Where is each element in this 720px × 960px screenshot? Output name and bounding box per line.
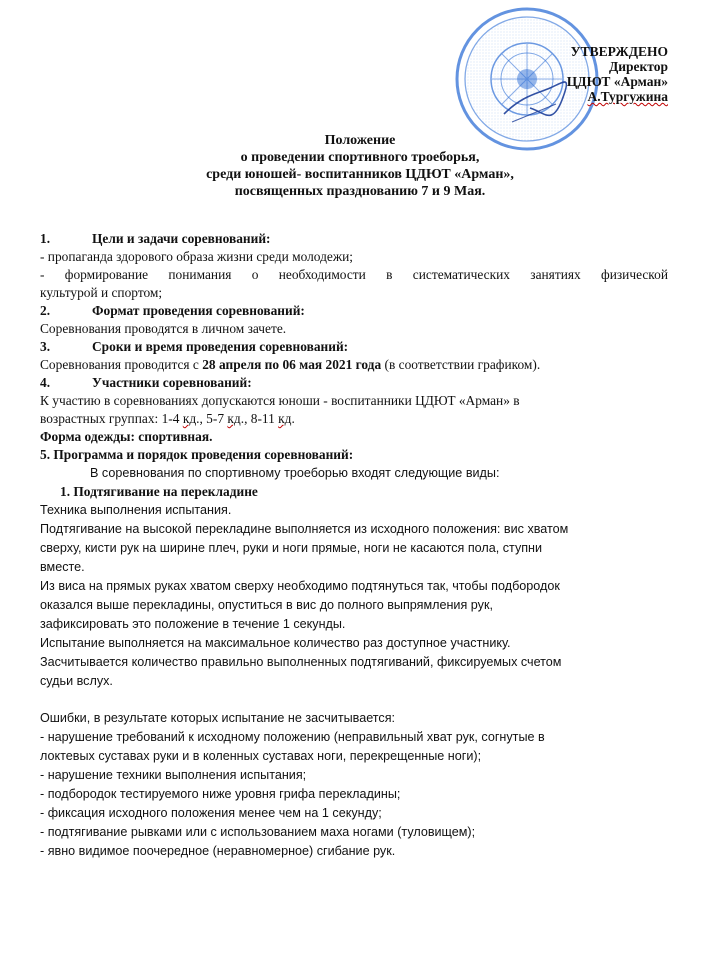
- section-5-intro: В соревнования по спортивному троеборью входят следующие виды:: [90, 466, 500, 480]
- pullups-line-2: Подтягивание на высокой перекладине выполняется из исходного положения: вис хватом: [40, 522, 569, 536]
- section-4-title: Участники соревнований:: [92, 375, 252, 390]
- age-group-unit-3: кд: [278, 411, 292, 426]
- pullups-line-5: Из виса на прямых руках хватом сверху необходимо подтянуться так, чтобы подбородок: [40, 579, 560, 593]
- age-groups-post: .: [291, 411, 295, 426]
- section-3-title: Сроки и время проведения соревнований:: [92, 339, 349, 354]
- pullups-line-10: судьи вслух.: [40, 674, 113, 688]
- pullups-line-7: зафиксировать это положение в течение 1 секунды.: [40, 617, 346, 631]
- title-line-4: посвященных празднованию 7 и 9 Мая.: [234, 184, 486, 199]
- section-4-text-line-1: К участию в соревнованиях допускаются юноши - воспитанники ЦДЮТ «Арман» в: [40, 393, 520, 408]
- title-line-2: о проведении спортивного троеборья,: [240, 150, 480, 165]
- pullups-line-1: Техника выполнения испытания.: [40, 503, 232, 517]
- age-groups-mid-1: ., 5-7: [196, 411, 228, 426]
- pullups-line-4: вместе.: [40, 560, 85, 574]
- pullups-line-6: оказался выше перекладины, опуститься в вис до полного выпрямления рук,: [40, 598, 493, 612]
- section-5-heading: 5. Программа и порядок проведения соревнований:: [40, 447, 354, 462]
- spacer: [40, 691, 668, 709]
- section-4-number: 4.: [40, 375, 51, 390]
- error-1-line-2: локтевых суставах руки и в коленных суставах ноги, перекрещенные ноги);: [40, 749, 482, 763]
- errors-heading: Ошибки, в результате которых испытание не засчитывается:: [40, 711, 396, 725]
- pullups-line-3: сверху, кисти рук на ширине плеч, руки и ноги прямые, ноги не касаются пола, ступни: [40, 541, 543, 555]
- pullups-heading: 1. Подтягивание на перекладине: [60, 484, 258, 499]
- approval-position: Директор: [608, 59, 668, 74]
- goal-item-2-line-2: культурой и спортом;: [40, 285, 163, 300]
- title-line-1: Положение: [324, 133, 396, 148]
- section-3-text-pre: Соревнования проводится с: [40, 357, 203, 372]
- pullups-line-9: Засчитывается количество правильно выполненных подтягиваний, фиксируемых счетом: [40, 655, 562, 669]
- pullups-technique: [40, 501, 668, 861]
- section-3-text: [40, 356, 668, 374]
- goal-item-2-line-1: - формирование понимания о необходимости в систематических занятиях физической: [40, 267, 668, 282]
- age-group-unit-1: кд: [182, 411, 197, 426]
- document-title: [0, 132, 720, 200]
- age-groups-mid-2: ., 8-11: [240, 411, 279, 426]
- error-5: - подтягивание рывками или с использованием маха ногами (туловищем);: [40, 825, 476, 839]
- error-4: - фиксация исходного положения менее чем на 1 секунду;: [40, 806, 382, 820]
- section-3-heading: [40, 338, 668, 356]
- section-1-number: 1.: [40, 231, 51, 246]
- error-3: - подбородок тестируемого ниже уровня грифа перекладины;: [40, 787, 401, 801]
- error-2: - нарушение техники выполнения испытания;: [40, 768, 307, 782]
- error-6: - явно видимое поочередное (неравномерное) сгибание рук.: [40, 844, 396, 858]
- approval-approved: УТВЕРЖДЕНО: [570, 44, 668, 59]
- section-3-dates: 28 апреля по 06 мая 2021 года: [202, 357, 382, 372]
- age-groups-pre: возрастных группах: 1-4: [40, 411, 183, 426]
- section-2-text: Соревнования проводятся в личном зачете.: [40, 321, 287, 336]
- dress-code: Форма одежды: спортивная.: [40, 429, 213, 444]
- document-body: [40, 230, 668, 861]
- section-3-text-post: (в соответствии графиком).: [381, 357, 541, 372]
- section-4-text-line-2: [40, 410, 668, 428]
- goal-item-1: - пропаганда здорового образа жизни среди молодежи;: [40, 249, 353, 264]
- approval-organization: ЦДЮТ «Арман»: [566, 74, 668, 89]
- section-2-title: Формат проведения соревнований:: [92, 303, 305, 318]
- section-2-number: 2.: [40, 303, 51, 318]
- section-2-heading: [40, 302, 668, 320]
- age-group-unit-2: кд: [227, 411, 241, 426]
- title-line-3: среди юношей- воспитанников ЦДЮТ «Арман»,: [206, 167, 514, 182]
- pullups-line-8: Испытание выполняется на максимальное количество раз доступное участнику.: [40, 636, 511, 650]
- approval-director-name: А.Тургужина: [587, 89, 668, 104]
- approval-block: [567, 44, 668, 104]
- section-4-heading: [40, 374, 668, 392]
- section-1-heading: [40, 230, 668, 248]
- section-1-title: Цели и задачи соревнований:: [92, 231, 271, 246]
- error-1-line-1: - нарушение требований к исходному положению (неправильный хват рук, согнутые в: [40, 730, 545, 744]
- section-3-number: 3.: [40, 339, 51, 354]
